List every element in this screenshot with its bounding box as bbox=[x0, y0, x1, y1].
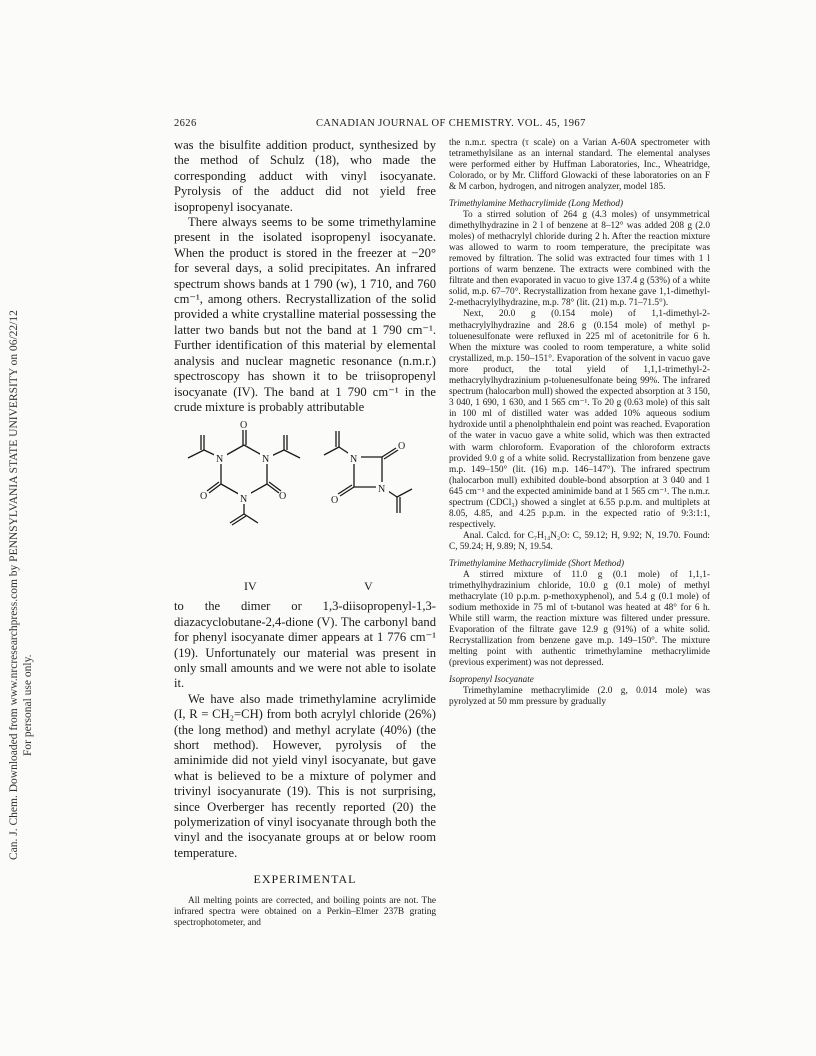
paragraph: All melting points are corrected, and boiling points are not. The infrared spectra were obtained on a Perkin–Elmer 237B grating spectrophotometer, and bbox=[174, 895, 436, 928]
structure-label-iv: IV bbox=[244, 579, 257, 594]
nitrogen-atom-label: N bbox=[262, 454, 270, 466]
page-number: 2626 bbox=[174, 118, 197, 129]
paragraph: to the dimer or 1,3-diisopropenyl-1,3-diazacyclobutane-2,4-dione (V). The carbonyl band for phenyl isocyanate dimer appears at 1 776 cm⁻¹ (19). Unfortunately our material was present in only small amounts and we were not able to isolate it. bbox=[174, 599, 436, 691]
paragraph: the n.m.r. spectra (τ scale) on a Varian A-60A spectrometer with tetramethylsilane as an internal standard. The elemental analyses were performed either by Huffman Laboratories, Inc., Wheatridge, Colorado, or by Mr. Clifford Glowacki of these laboratories on an F & M carbon, hydrogen, and nitrogen analyzer, model 185. bbox=[449, 138, 710, 193]
oxygen-atom-label: O bbox=[331, 495, 339, 507]
nitrogen-atom-label: N bbox=[378, 484, 386, 496]
paragraph: We have also made trimethylamine acrylimide (I, R = CH₂=CH) from both acrylyl chloride (26%) (the long method) and methyl acrylate (40%) (the short method). However, pyrolysis of the aminimide did not yield vinyl isocyanate, but gave what is believed to be a mixture of polymer and trivinyl isocyanurate (19). This is not surprising, since Overberger has recently reported (20) the polymerization of vinyl isocyanate through both the vinyl and the isocyanate groups at or below room temperature. bbox=[174, 691, 436, 860]
oxygen-atom-label: O bbox=[200, 491, 208, 503]
nitrogen-atom-label: N bbox=[216, 454, 224, 466]
section-heading: EXPERIMENTAL bbox=[253, 872, 357, 887]
paragraph: A stirred mixture of 11.0 g (0.1 mole) of 1,1,1-trimethylhydrazinium chloride, 10.0 g (0.1 mole) of methyl methacrylate (10 p.p.m. p-methoxyphenol), and 5.4 g (0.1 mole) of sodium methoxide in 75 ml of t-butanol was heated at 48° for 6 h. While still warm, the reaction mixture was filtered under pressure. Evaporation of the filtrate gave 12.9 g (91%) of a white solid. Recrystallization from benzene gave m.p. 149–150°. The mixture melting point with authentic trimethylamine methacrylimide (previous experiment) was not depressed. bbox=[449, 569, 710, 669]
paragraph: Trimethylamine methacrylimide (2.0 g, 0.014 mole) was pyrolyzed at 50 mm pressure by gradually bbox=[449, 685, 710, 707]
structure-drawing bbox=[174, 417, 436, 597]
nitrogen-atom-label: N bbox=[350, 454, 358, 466]
oxygen-atom-label: O bbox=[279, 491, 287, 503]
oxygen-atom-label: O bbox=[398, 441, 406, 453]
subsection-heading: Trimethylamine Methacrylimide (Long Method) bbox=[449, 198, 624, 209]
chemical-structures bbox=[174, 417, 436, 597]
nitrogen-atom-label: N bbox=[240, 494, 248, 506]
right-column bbox=[449, 138, 710, 708]
paragraph: To a stirred solution of 264 g (4.3 moles) of unsymmetrical dimethylhydrazine in 2 l of benzene at 8–12° was added 208 g (2.0 moles) of methacrylyl chloride during 2 h. After the reaction mixture was allowed to warm to room temperature, the precipitate was removed by filtration. The solid was extracted four times with 1 l portions of warm benzene. The extracts were combined with the filtrate and then evaporated in vacuo to give 137.4 g (53%) of a white solid, m.p. 67–70°. Recrystallization from hexane gave 1,1-dimethyl-2-methacrylylhydrazine, m.p. 78° (lit. (21) m.p. 71–71.5°). bbox=[449, 209, 710, 309]
paragraph: There always seems to be some trimethylamine present in the isolated isopropenyl isocyanate. When the product is stored in the freezer at −20° for several days, a solid precipitates. An infrared spectrum shows bands at 1 790 (w), 1 710, and 760 cm⁻¹, among others. Recrystallization of the solid provided a white crystalline material possessing the latter two bands but not the band at 1 790 cm⁻¹. Further identification of this material by elemental analysis and nuclear magnetic resonance (n.m.r.) spectroscopy has shown it to be triisopropenyl isocyanate (IV). The band at 1 790 cm⁻¹ in the crude mixture is probably attributable bbox=[174, 215, 436, 414]
paragraph: Next, 20.0 g (0.154 mole) of 1,1-dimethyl-2-methacrylylhydrazine and 28.6 g (0.154 mole) of methyl p-toluenesulfonate were refluxed in 225 ml of acetonitrile for 6 h. When the mixture was cooled to room temperature, a white solid crystallized, m.p. 150–151°. Evaporation of the solvent in vacuo gave more product, the total yield of 1,1,1-trimethyl-2-methacrylylhydrazinium p-toluenesulfonate being 99%. The infrared spectrum (halocarbon mull) showed the expected absorption at 3 150, 3 040, 1 690, 1 630, and 1 565 cm⁻¹. To 20 g (0.63 mole) of this salt in 100 ml of distilled water was added 10% aqueous sodium hydroxide until a phenolphthalein end point was reached. Evaporation of the water in vacuo gave a white solid, which was then extracted with warm chloroform. Evaporation of the chloroform extracts provided 9.0 g of a white solid. Recrystallization from benzene gave m.p. 149–150° (lit. (16) m.p. 146–147°). The infrared spectrum (halocarbon mull) exhibited double-bond absorption at 3 040 and 1 645 cm⁻¹ and the expected aminimide band at 1 565 cm⁻¹. The n.m.r. spectrum (CDCl₃) showed a singlet at 6.55 p.p.m. and multiplets at 8.05, 4.85, and 4.25 p.p.m. in the expected ratio of 9:3:1:1, respectively. bbox=[449, 309, 711, 531]
journal-title: CANADIAN JOURNAL OF CHEMISTRY. VOL. 45, 1967 bbox=[316, 118, 586, 129]
left-column bbox=[174, 138, 436, 929]
subsection-heading: Isopropenyl Isocyanate bbox=[449, 674, 534, 685]
paragraph: Anal. Calcd. for C₇H₁₄N₂O: C, 59.12; H, 9.92; N, 19.70. Found: C, 59.24; H, 9.89; N, 19.54. bbox=[449, 531, 710, 553]
oxygen-atom-label: O bbox=[240, 420, 248, 432]
personal-use-notice: For personal use only. bbox=[22, 654, 34, 756]
download-notice-line: Can. J. Chem. Downloaded from www.nrcresearchpress.com by PENNSYLVANIA STATE UNIVERSITY on 06/22/12 bbox=[8, 310, 20, 860]
download-notice bbox=[2, 200, 42, 860]
paragraph: was the bisulfite addition product, synthesized by the method of Schulz (18), who made the corresponding adduct with vinyl isocyanate. Pyrolysis of the adduct did not yield free isopropenyl isocyanate. bbox=[174, 138, 436, 214]
structure-label-v: V bbox=[364, 579, 373, 594]
subsection-heading: Trimethylamine Methacrylimide (Short Method) bbox=[449, 558, 625, 569]
running-header bbox=[174, 118, 709, 132]
